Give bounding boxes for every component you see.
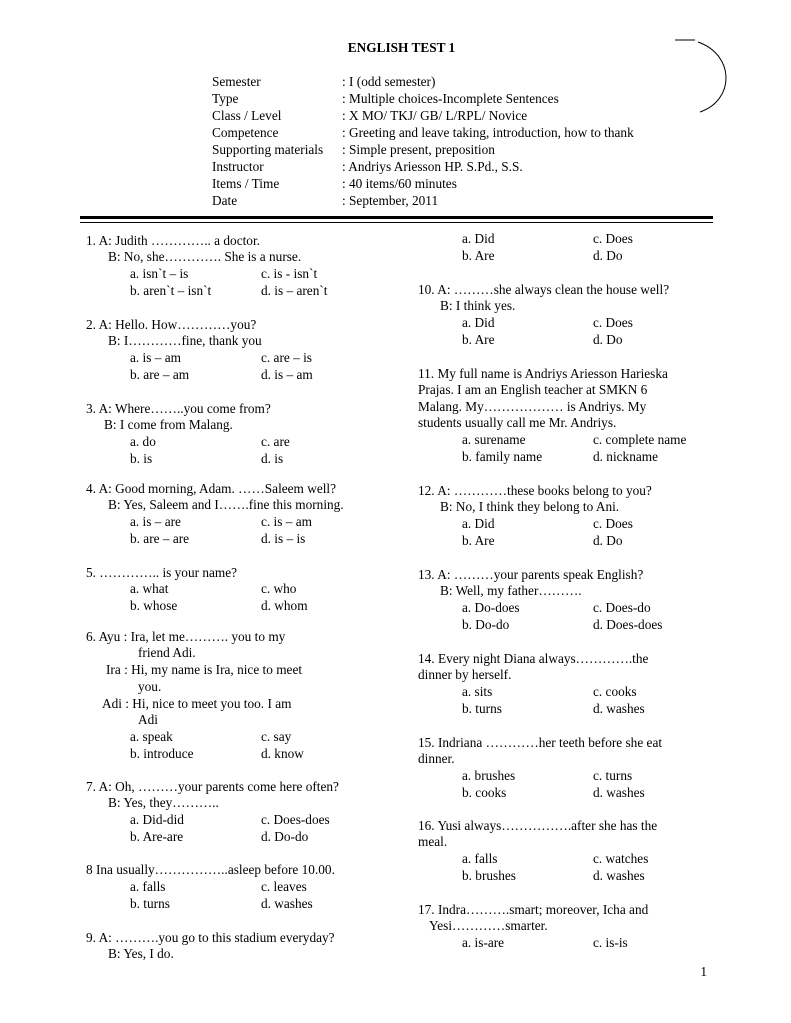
option-c: c. leaves xyxy=(261,879,307,894)
option-d: d. Do-do xyxy=(261,829,309,844)
option-b: b. brushes xyxy=(462,868,516,883)
meta-label: Competence xyxy=(212,125,279,140)
question-1-line: 1. A: Judith ………….. a doctor. xyxy=(86,233,260,248)
option-b: b. turns xyxy=(130,896,170,911)
meta-value: : Simple present, preposition xyxy=(342,142,495,157)
option-a: a. Did-did xyxy=(130,812,184,827)
meta-value: : I (odd semester) xyxy=(342,74,436,89)
option-b: b. are – am xyxy=(130,367,190,382)
option-a: a. Did xyxy=(462,315,495,330)
question-13-line: B: Well, my father………. xyxy=(440,583,582,598)
question-6-line: Adi : Hi, nice to meet you too. I am xyxy=(102,696,292,711)
option-a: a. sits xyxy=(462,684,493,699)
meta-value: : 40 items/60 minutes xyxy=(342,176,457,191)
option-b: b. Are xyxy=(462,248,495,263)
option-a: a. Did xyxy=(462,231,495,246)
option-c: c. is – am xyxy=(261,514,312,529)
option-c: c. turns xyxy=(593,768,633,783)
option-b: b. introduce xyxy=(130,746,194,761)
meta-label: Instructor xyxy=(212,159,264,174)
meta-value: : Multiple choices-Incomplete Sentences xyxy=(342,91,559,106)
option-a: a. is – are xyxy=(130,514,181,529)
option-b: b. is xyxy=(130,451,153,466)
question-1-line: B: No, she…………. She is a nurse. xyxy=(108,249,302,264)
question-15-line: 15. Indriana …………her teeth before she eat xyxy=(418,735,663,750)
option-b: b. family name xyxy=(462,449,543,464)
option-a: a. do xyxy=(130,434,156,449)
option-c: c. Does xyxy=(593,516,633,531)
page-number: 1 xyxy=(700,964,707,979)
question-11-line: 11. My full name is Andriys Ariesson Harieska xyxy=(418,366,668,381)
option-d: d. washes xyxy=(593,701,645,716)
option-b: b. Are xyxy=(462,332,495,347)
meta-label: Supporting materials xyxy=(212,142,324,157)
option-a: a. Did xyxy=(462,516,495,531)
option-b: b. aren`t – isn`t xyxy=(130,283,212,298)
option-d: d. is xyxy=(261,451,284,466)
question-11-line: Prajas. I am an English teacher at SMKN 6 xyxy=(418,382,648,397)
option-c: c. who xyxy=(261,581,297,596)
option-a: a. Do-does xyxy=(462,600,520,615)
question-6-line: Adi xyxy=(138,712,158,727)
option-d: d. is – am xyxy=(261,367,313,382)
question-10-line: B: I think yes. xyxy=(440,298,516,313)
option-a: a. is – am xyxy=(130,350,181,365)
question-9-line: 9. A: ……….you go to this stadium everyday? xyxy=(86,930,335,945)
question-2-line: 2. A: Hello. How…………you? xyxy=(86,317,257,332)
option-b: b. whose xyxy=(130,598,178,613)
option-d: d. nickname xyxy=(593,449,658,464)
option-d: d. Do xyxy=(593,533,623,548)
option-c: c. Does-do xyxy=(593,600,651,615)
question-6-line: you. xyxy=(138,679,162,694)
option-c: c. Does xyxy=(593,315,633,330)
meta-value: : Greeting and leave taking, introduction, how to thank xyxy=(342,125,634,140)
question-16-line: 16. Yusi always…………….after she has the xyxy=(418,818,658,833)
question-12-line: B: No, I think they belong to Ani. xyxy=(440,499,620,514)
meta-value: : Andriys Ariesson HP. S.Pd., S.S. xyxy=(342,159,523,174)
question-6-line: friend Adi. xyxy=(138,645,196,660)
question-15-line: dinner. xyxy=(418,751,455,766)
header-divider-thin xyxy=(80,222,713,223)
option-c: c. are – is xyxy=(261,350,312,365)
option-c: c. say xyxy=(261,729,292,744)
option-a: a. surename xyxy=(462,432,526,447)
option-b: b. Are-are xyxy=(130,829,184,844)
header-divider-thick xyxy=(80,216,713,219)
option-b: b. Do-do xyxy=(462,617,510,632)
question-4-line: 4. A: Good morning, Adam. ……Saleem well? xyxy=(86,481,337,496)
meta-label: Items / Time xyxy=(212,176,280,191)
option-d: d. know xyxy=(261,746,304,761)
meta-label: Date xyxy=(212,193,238,208)
option-c: c. is - isn`t xyxy=(261,266,318,281)
question-17-line: Yesi…………smarter. xyxy=(429,918,548,933)
option-b: b. cooks xyxy=(462,785,507,800)
question-7-line: B: Yes, they……….. xyxy=(108,795,219,810)
option-c: c. Does-does xyxy=(261,812,330,827)
meta-value: : X MO/ TKJ/ GB/ L/RPL/ Novice xyxy=(342,108,528,123)
question-14-line: 14. Every night Diana always………….the xyxy=(418,651,649,666)
option-d: d. is – aren`t xyxy=(261,283,328,298)
option-d: d. washes xyxy=(593,785,645,800)
question-3-line: B: I come from Malang. xyxy=(104,417,233,432)
option-d: d. Do xyxy=(593,332,623,347)
option-d: d. Do xyxy=(593,248,623,263)
question-6-line: Ira : Hi, my name is Ira, nice to meet xyxy=(106,662,303,677)
question-11-line: Malang. My……………… is Andriys. My xyxy=(418,399,647,414)
option-a: a. falls xyxy=(130,879,166,894)
option-a: a. isn`t – is xyxy=(130,266,189,281)
page-title: ENGLISH TEST 1 xyxy=(347,40,456,55)
option-d: d. washes xyxy=(593,868,645,883)
option-c: c. complete name xyxy=(593,432,687,447)
option-c: c. are xyxy=(261,434,290,449)
option-b: b. turns xyxy=(462,701,502,716)
question-2-line: B: I…………fine, thank you xyxy=(108,333,262,348)
question-10-line: 10. A: ………she always clean the house well? xyxy=(418,282,670,297)
option-a: a. falls xyxy=(462,851,498,866)
option-c: c. cooks xyxy=(593,684,637,699)
question-5-line: 5. ………….. is your name? xyxy=(86,565,238,580)
option-b: b. are – are xyxy=(130,531,190,546)
question-11-line: students usually call me Mr. Andriys. xyxy=(418,415,617,430)
option-d: d. Does-does xyxy=(593,617,663,632)
option-a: a. speak xyxy=(130,729,173,744)
question-6-line: 6. Ayu : Ira, let me………. you to my xyxy=(86,629,286,644)
option-a: a. brushes xyxy=(462,768,516,783)
question-3-line: 3. A: Where……..you come from? xyxy=(86,401,271,416)
question-12-line: 12. A: …………these books belong to you? xyxy=(418,483,652,498)
meta-label: Semester xyxy=(212,74,261,89)
option-d: d. whom xyxy=(261,598,308,613)
option-a: a. what xyxy=(130,581,169,596)
option-c: c. Does xyxy=(593,231,633,246)
option-c: c. is-is xyxy=(593,935,628,950)
question-8-line: 8 Ina usually……………..asleep before 10.00. xyxy=(86,862,335,877)
option-d: d. washes xyxy=(261,896,313,911)
question-17-line: 17. Indra……….smart; moreover, Icha and xyxy=(418,902,649,917)
option-b: b. Are xyxy=(462,533,495,548)
option-a: a. is-are xyxy=(462,935,505,950)
question-7-line: 7. A: Oh, ………your parents come here often? xyxy=(86,779,339,794)
question-14-line: dinner by herself. xyxy=(418,667,512,682)
question-13-line: 13. A: ………your parents speak English? xyxy=(418,567,644,582)
meta-label: Class / Level xyxy=(212,108,282,123)
meta-label: Type xyxy=(212,91,239,106)
option-c: c. watches xyxy=(593,851,649,866)
question-16-line: meal. xyxy=(418,834,448,849)
option-d: d. is – is xyxy=(261,531,306,546)
meta-value: : September, 2011 xyxy=(342,193,439,208)
question-9-line: B: Yes, I do. xyxy=(108,946,174,961)
question-4-line: B: Yes, Saleem and I…….fine this morning. xyxy=(108,497,344,512)
